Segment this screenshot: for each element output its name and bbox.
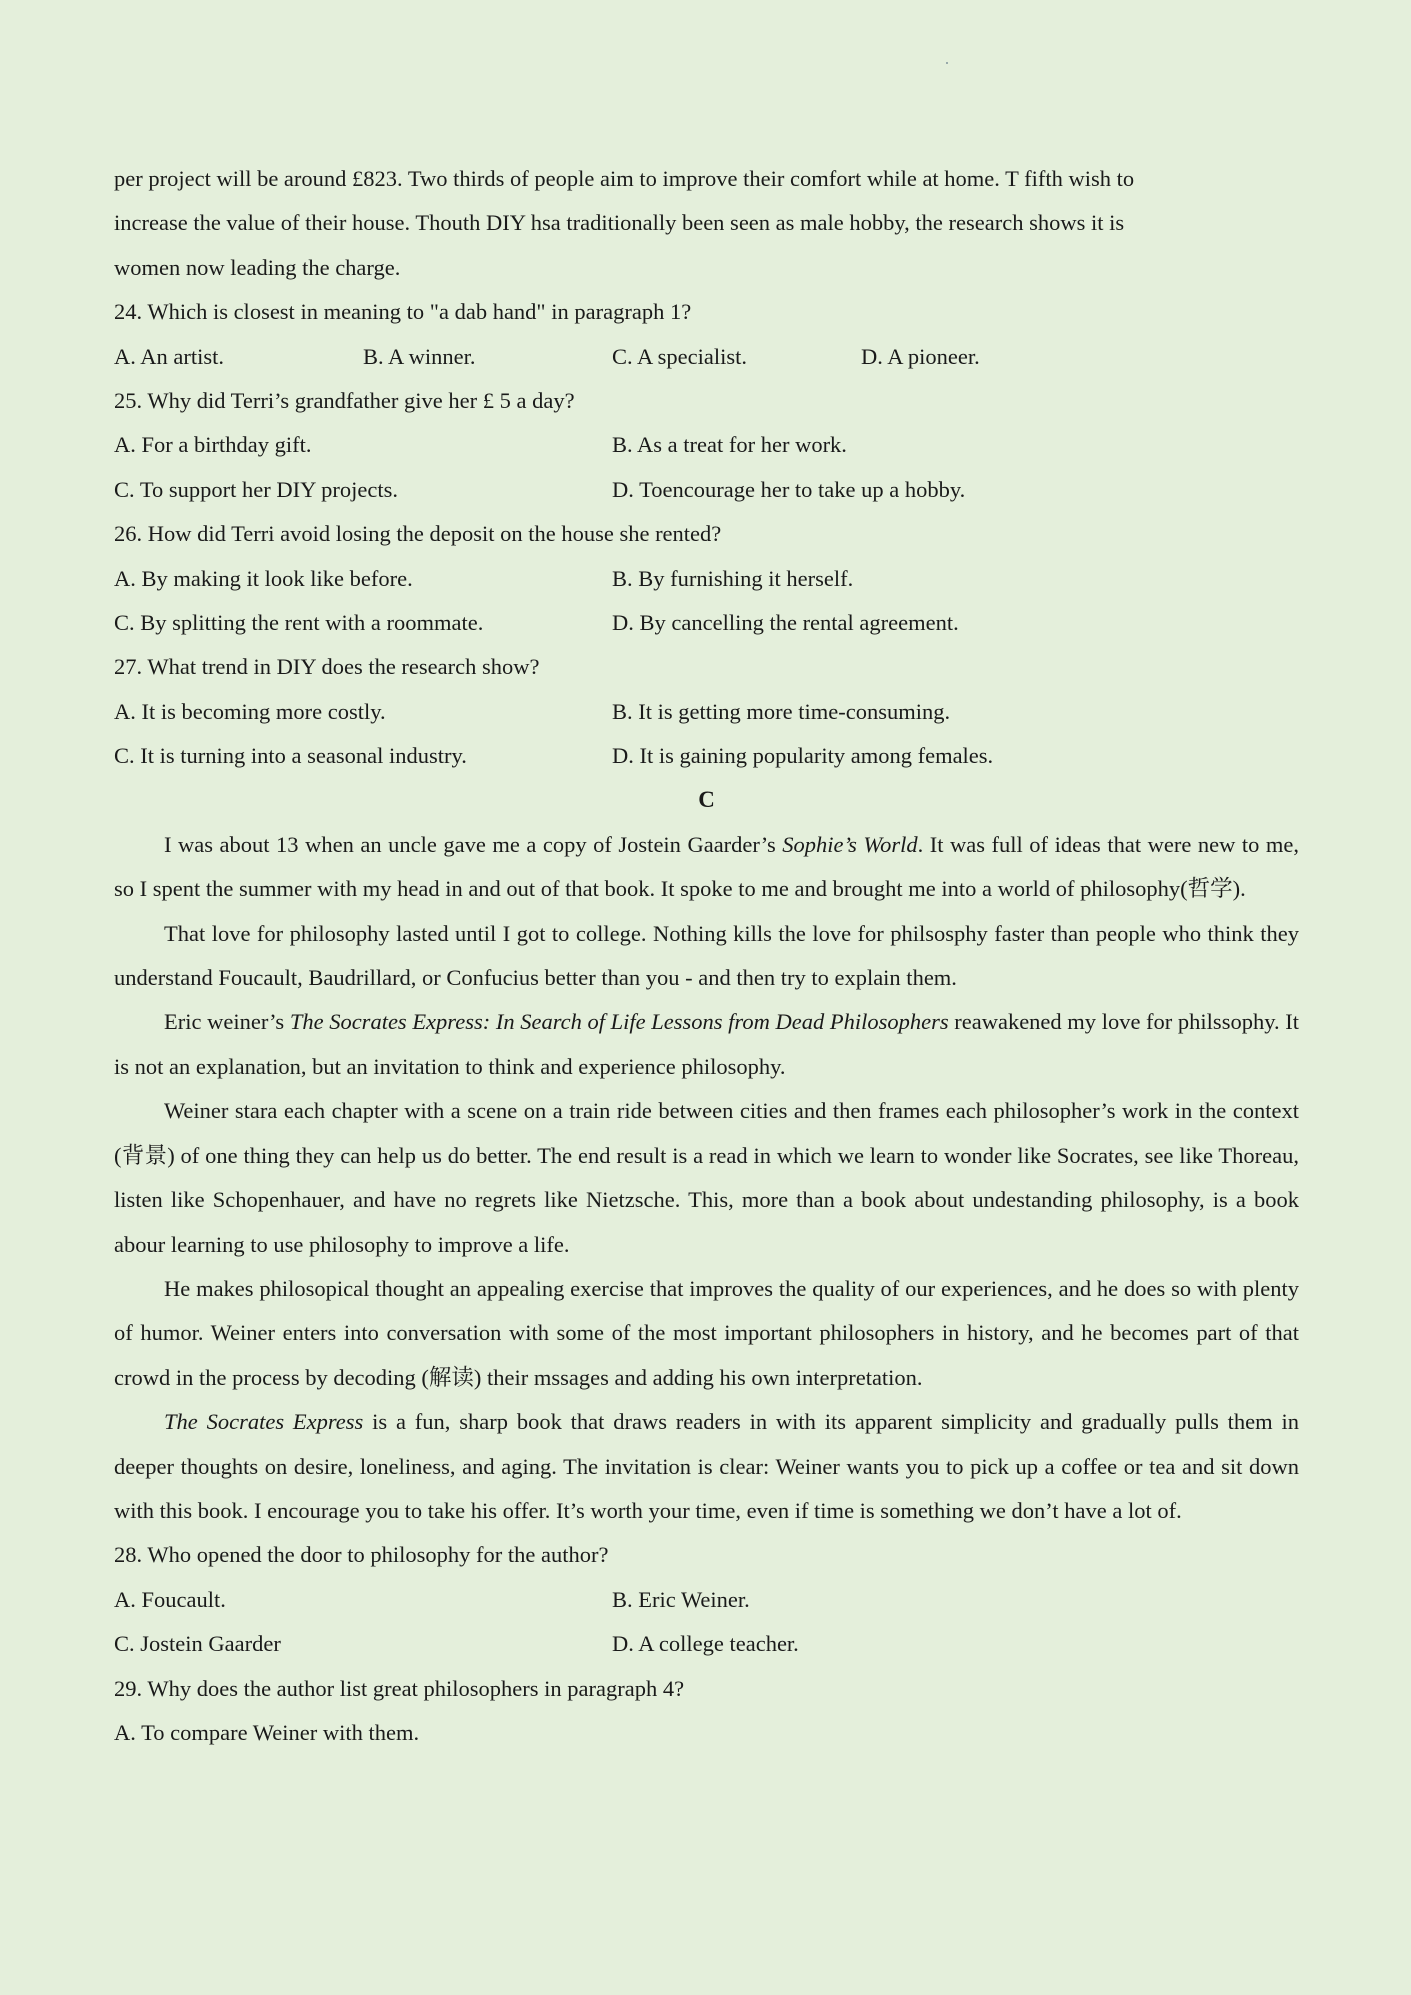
q27-options-row-2 <box>114 734 1299 778</box>
section-c-paragraph-4: Weiner stara each chapter with a scene on a train ride between cities and then frames each philosopher’s work in the context (背景) of one thing they can help us do better. The end result is a read in which we learn to wonder like Socrates, see like Thoreau, listen like Schopenhauer, and have no regrets like Nietzsche. This, more than a book about undestanding philosophy, is a book abour learning to use philosophy to improve a life. <box>114 1098 1299 1257</box>
section-c-paragraph-5: He makes philosopical thought an appealing exercise that improves the quality of our experiences, and he does so with plenty of humor. Weiner enters into conversation with some of the most important philosophers in history, and he becomes part of that crowd in the process by decoding (解读) their mssages and adding his own interpretation. <box>114 1275 1299 1390</box>
q24-option-c: C. A specialist. <box>612 343 747 369</box>
speck-mark <box>946 62 948 64</box>
section-c-paragraph-1 <box>114 823 1299 912</box>
p3-book-title: The Socrates Express: In Search of Life Lessons from Dead Philosophers <box>289 1009 949 1035</box>
page-content <box>114 157 1299 1755</box>
section-c-paragraph-6 <box>114 1400 1299 1533</box>
q26-stem: 26. How did Terri avoid losing the deposit on the house she rented? <box>114 521 722 547</box>
passage-b-line-1: per project will be around £823. Two thirds of people aim to improve their comfort while at home. T fifth wish to <box>114 166 1135 191</box>
q25-option-b: B. As a treat for her work. <box>612 432 847 458</box>
q28-options-row-1 <box>114 1578 1299 1622</box>
section-c-paragraph-2: That love for philosophy lasted until I got to college. Nothing kills the love for philsosphy faster than people who think they understand Foucault, Baudrillard, or Confucius better than you - and then try to explain them. <box>114 920 1299 991</box>
passage-b-line-2: increase the value of their house. Thouth DIY hsa traditionally been seen as male hobby, the research shows it is <box>114 210 1125 236</box>
q24-option-d: D. A pioneer. <box>861 343 980 369</box>
q26-option-d: D. By cancelling the rental agreement. <box>612 609 959 635</box>
q24-option-b: B. A winner. <box>363 343 476 369</box>
q25-options-row-2 <box>114 468 1299 512</box>
q24-stem: 24. Which is closest in meaning to "a dab hand" in paragraph 1? <box>114 299 692 325</box>
q28-option-d: D. A college teacher. <box>612 1631 799 1657</box>
p6-book-title: The Socrates Express <box>164 1409 364 1435</box>
q24-option-a: A. An artist. <box>114 343 224 369</box>
section-c-paragraph-3 <box>114 1000 1299 1089</box>
q27-option-c: C. It is turning into a seasonal industry. <box>114 743 467 769</box>
q26-options-row-1 <box>114 557 1299 601</box>
p1-text-start: I was about 13 when an uncle gave me a copy of Jostein Gaarder’s <box>164 831 783 857</box>
p6-text: is a fun, sharp book that draws readers in with its apparent simplicity and gradually pulls them in deeper thoughts on desire, loneliness, and aging. The invitation is clear: Weiner wants you to pick up a coffee or tea and sit down with this book. I encourage you to take his offer. It’s worth your time, even if time is something we don’t have a lot of. <box>114 1409 1299 1523</box>
q28-stem: 28. Who opened the door to philosophy for the author? <box>114 1542 609 1568</box>
passage-b-line-3: women now leading the charge. <box>114 254 401 280</box>
q26-option-a: A. By making it look like before. <box>114 565 413 591</box>
q29-stem: 29. Why does the author list great philosophers in paragraph 4? <box>114 1675 685 1701</box>
section-c-title: C <box>698 787 715 813</box>
q25-option-d: D. Toencourage her to take up a hobby. <box>612 476 966 502</box>
q27-option-b: B. It is getting more time-consuming. <box>612 698 951 724</box>
q26-option-c: C. By splitting the rent with a roommate. <box>114 609 484 635</box>
q24-options <box>114 335 1299 379</box>
q27-option-d: D. It is gaining popularity among females. <box>612 743 994 769</box>
q28-option-b: B. Eric Weiner. <box>612 1586 750 1612</box>
p3-text-end: reawakened my love for philssophy. It is not an explanation, but an invitation to think and experience philosophy. <box>114 1009 1299 1079</box>
q25-stem: 25. Why did Terri’s grandfather give her £ 5 a day? <box>114 387 575 413</box>
q26-option-b: B. By furnishing it herself. <box>612 565 854 591</box>
q25-option-c: C. To support her DIY projects. <box>114 476 399 502</box>
q25-option-a: A. For a birthday gift. <box>114 432 312 458</box>
p1-text-end: . It was full of ideas that were new to me, so I spent the summer with my head in and out of that book. It spoke to me and brought me into a world of philosophy(哲学). <box>114 831 1300 902</box>
q28-options-row-2 <box>114 1622 1299 1666</box>
q26-options-row-2 <box>114 601 1299 645</box>
p3-text-start: Eric weiner’s <box>164 1009 290 1035</box>
q28-option-a: A. Foucault. <box>114 1586 226 1612</box>
q27-options-row-1 <box>114 690 1299 734</box>
q29-option-a: A. To compare Weiner with them. <box>114 1719 420 1745</box>
q28-option-c: C. Jostein Gaarder <box>114 1631 281 1657</box>
p1-book-title: Sophie’s World <box>782 831 918 857</box>
q27-stem: 27. What trend in DIY does the research show? <box>114 654 540 680</box>
q25-options-row-1 <box>114 423 1299 467</box>
q27-option-a: A. It is becoming more costly. <box>114 698 386 724</box>
